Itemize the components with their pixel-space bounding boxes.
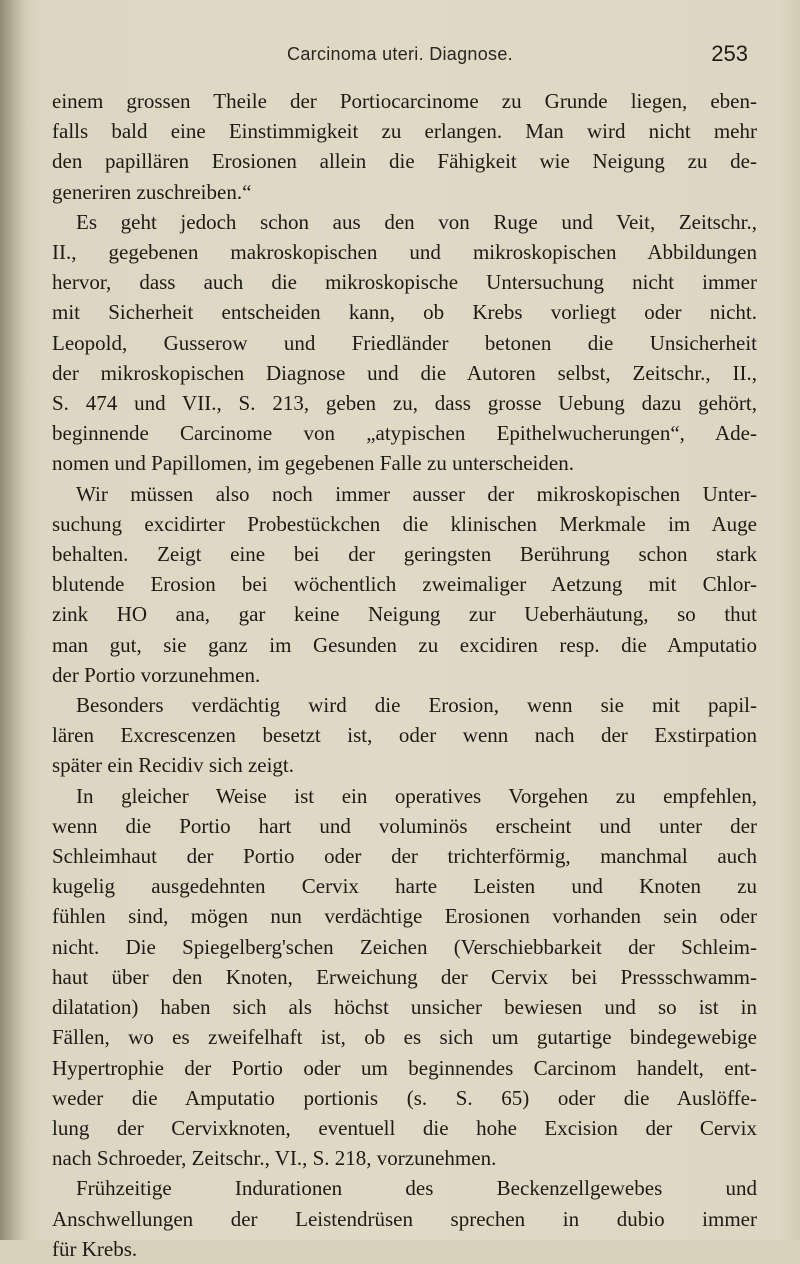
text-line: haut über den Knoten, Erweichung der Cervix bei Pressschwamm- [52,964,757,989]
text-line: kugelig ausgedehnten Cervix harte Leisten und Knoten zu [52,874,757,899]
body-text [52,86,757,1264]
text-line: S. 474 und VII., S. 213, geben zu, dass grosse Uebung dazu gehört, [52,391,757,416]
text-line: man gut, sie ganz im Gesunden zu excidiren resp. die Amputatio [52,632,757,657]
text-line: der Portio vorzunehmen. [52,662,261,687]
text-line: blutende Erosion bei wöchentlich zweimaliger Aetzung mit Chlor- [52,572,757,597]
text-line: zink HO ana, gar keine Neigung zur Ueberhäutung, so thut [52,602,757,627]
text-line: hervor, dass auch die mikroskopische Untersuchung nicht immer [52,270,757,295]
text-line: fühlen sind, mögen nun verdächtige Erosionen vorhanden sein oder [52,904,757,929]
text-line: nomen und Papillomen, im gegebenen Falle zu unterscheiden. [52,451,574,476]
text-line: weder die Amputatio portionis (s. S. 65) oder die Auslöffe- [52,1085,757,1110]
text-line: suchung excidirter Probestückchen die klinischen Merkmale im Auge [52,511,757,536]
text-line: Leopold, Gusserow und Friedländer betonen die Unsicherheit [52,330,757,355]
text-line: der mikroskopischen Diagnose und die Autoren selbst, Zeitschr., II., [52,360,757,385]
text-line: lung der Cervixknoten, eventuell die hohe Excision der Cervix [52,1115,757,1140]
text-line: In gleicher Weise ist ein operatives Vorgehen zu empfehlen, [76,783,757,808]
text-line: nach Schroeder, Zeitschr., VI., S. 218, vorzunehmen. [52,1146,497,1171]
text-line: Es geht jedoch schon aus den von Ruge und Veit, Zeitschr., [76,209,757,234]
text-line: generiren zuschreiben.“ [52,179,252,204]
text-line: dilatation) haben sich als höchst unsicher bewiesen und so ist in [52,995,757,1020]
page-gutter-shadow [0,0,26,1240]
text-line: falls bald eine Einstimmigkeit zu erlangen. Man wird nicht mehr [52,119,757,144]
running-header [50,41,750,72]
text-line: beginnende Carcinome von „atypischen Epithelwucherungen“, Ade- [52,421,757,446]
running-title: Carcinoma uteri. Diagnose. [287,44,513,64]
text-line: lären Excrescenzen besetzt ist, oder wenn nach der Exstirpation [52,723,757,748]
text-line: mit Sicherheit entscheiden kann, ob Krebs vorliegt oder nicht. [52,300,757,325]
text-line: Frühzeitige Indurationen des Beckenzellgewebes und [76,1176,757,1201]
text-line: für Krebs. [52,1236,138,1261]
text-line: nicht. Die Spiegelberg'schen Zeichen (Verschiebbarkeit der Schleim- [52,934,757,959]
text-line: wenn die Portio hart und voluminös erscheint und unter der [52,813,757,838]
text-line: behalten. Zeigt eine bei der geringsten Berührung schon stark [52,542,757,567]
text-line: II., gegebenen makroskopischen und mikroskopischen Abbildungen [52,240,757,265]
text-line: den papillären Erosionen allein die Fähigkeit wie Neigung zu de- [52,149,757,174]
text-line: Anschwellungen der Leistendrüsen sprechen in dubio immer [52,1206,757,1231]
text-line: Wir müssen also noch immer ausser der mikroskopischen Unter- [76,481,757,506]
text-line: später ein Recidiv sich zeigt. [52,753,295,778]
text-line: einem grossen Theile der Portiocarcinome zu Grunde liegen, eben- [52,89,757,113]
text-line: Fällen, wo es zweifelhaft ist, ob es sich um gutartige bindegewebige [52,1025,757,1050]
page-number: 253 [711,41,748,66]
text-line: Hypertrophie der Portio oder um beginnendes Carcinom handelt, ent- [52,1055,757,1080]
text-line: Besonders verdächtig wird die Erosion, wenn sie mit papil- [76,693,757,718]
text-line: Schleimhaut der Portio oder der trichterförmig, manchmal auch [52,844,757,869]
